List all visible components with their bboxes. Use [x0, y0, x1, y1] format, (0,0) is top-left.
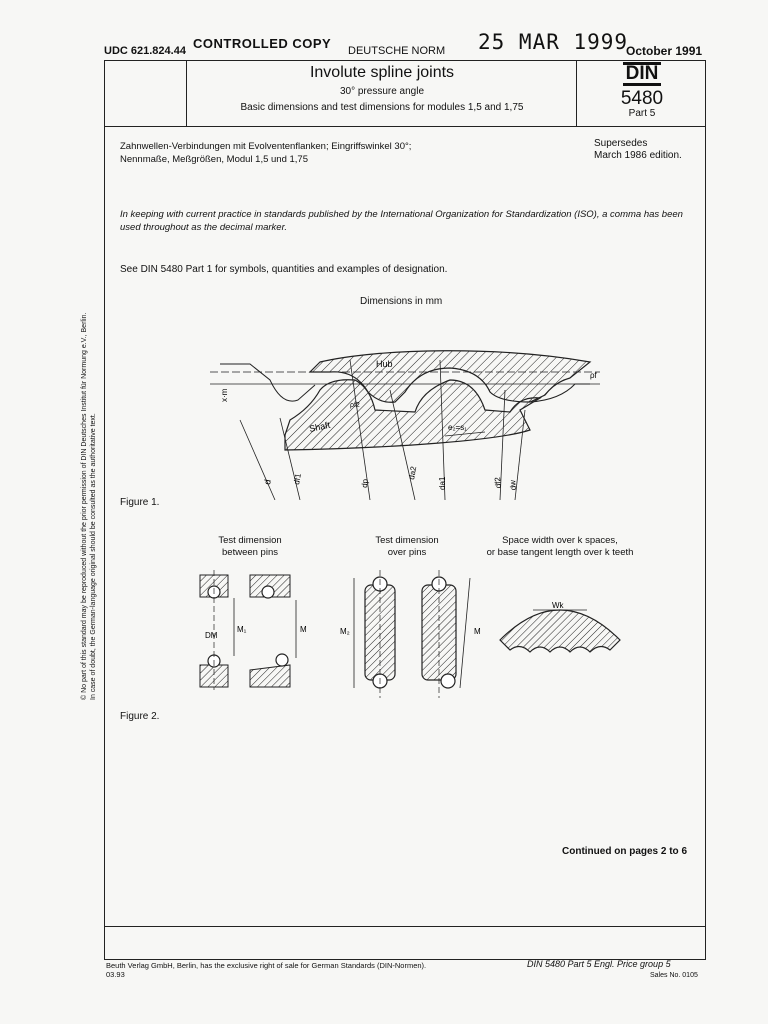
figure1-caption: Figure 1.	[120, 497, 160, 508]
cap3-line2: or base tangent length over k teeth	[486, 547, 634, 558]
d-label: d	[262, 478, 273, 486]
supersedes-note	[594, 138, 682, 162]
udc-number: UDC 621.824.44	[104, 45, 186, 57]
document-title: Involute spline joints	[309, 64, 455, 81]
hub-label: Hub	[376, 359, 393, 369]
rho2-label: ρf2	[350, 402, 360, 409]
dp-label: dp	[360, 478, 370, 489]
cap3-line1: Space width over k spaces,	[502, 535, 618, 546]
decimal-marker-note: In keeping with current practice in standards published by the International Organization for Standardization (ISO), a comma has been used throughout as the decimal marker.	[120, 209, 683, 233]
publisher-footer	[106, 961, 426, 979]
issue-date: October 1991	[626, 44, 703, 58]
da2-label: da2	[407, 465, 419, 481]
supersedes-line2: March 1986 edition.	[594, 150, 682, 161]
din-part: Part 5	[628, 108, 656, 119]
dm-label: DM	[205, 631, 218, 640]
document-subtitle-2: Basic dimensions and test dimensions for modules 1,5 and 1,75	[240, 102, 524, 113]
m-label-right: M	[474, 627, 481, 636]
din-number: 5480	[620, 88, 664, 109]
figure2-caption: Figure 2.	[120, 711, 160, 722]
m1-label: M₁	[237, 625, 247, 634]
figure2-caption-space-width	[470, 535, 650, 559]
figure2-caption-between-pins	[210, 535, 290, 559]
cap2-line2: over pins	[387, 547, 427, 558]
m-label-left: M	[300, 625, 307, 634]
m2-label: M₂	[340, 627, 350, 636]
title-divider-left	[186, 60, 187, 126]
e2s1-label: e₂=s₁	[448, 423, 467, 432]
german-title-line2: Nennmaße, Meßgrößen, Modul 1,5 und 1,75	[120, 154, 308, 165]
figure2-caption-over-pins	[365, 535, 449, 559]
cap2-line1: Test dimension	[375, 535, 439, 546]
publisher-line1: Beuth Verlag GmbH, Berlin, has the exclusive right of sale for German Standards (DIN-Normen).	[106, 961, 427, 970]
din-logo: DIN	[623, 62, 662, 86]
continued-note: Continued on pages 2 to 6	[562, 846, 688, 857]
wk-label: Wk	[552, 601, 564, 610]
footer-divider	[104, 926, 706, 927]
din-block	[578, 62, 706, 119]
page-frame	[104, 60, 706, 960]
cap1-line2: between pins	[222, 547, 278, 558]
header-divider	[104, 126, 706, 127]
copyright-line2: In case of doubt, the German-language original should be consulted as the authoritative text.	[90, 413, 97, 700]
publisher-line2: 03.93	[106, 970, 125, 979]
received-date-stamp: 25 MAR 1999	[478, 30, 629, 54]
supersedes-line1: Supersedes	[594, 138, 648, 149]
sales-number: Sales No. 0105	[650, 972, 698, 979]
document-subtitle: 30° pressure angle	[339, 86, 425, 97]
df2-label: df2	[493, 476, 503, 489]
shaft-label: Shaft	[308, 419, 331, 434]
see-reference: See DIN 5480 Part 1 for symbols, quantities and examples of designation.	[120, 264, 448, 275]
da1-label: da1	[438, 476, 447, 490]
xm-label: x·m	[220, 388, 229, 402]
copyright-sidebar	[80, 300, 98, 700]
doc-reference: DIN 5480 Part 5 Engl. Price group 5	[527, 959, 671, 969]
dimensions-label: Dimensions in mm	[360, 296, 443, 307]
controlled-copy-stamp: CONTROLLED COPY	[193, 36, 332, 51]
title-divider-right	[576, 60, 577, 126]
figure1-drawing	[200, 340, 610, 500]
german-title-line1: Zahnwellen-Verbindungen mit Evolventenflanken; Eingriffswinkel 30°;	[120, 141, 412, 152]
dw-label: dw	[508, 479, 518, 491]
german-title	[120, 140, 411, 166]
deutsche-norm-label: DEUTSCHE NORM	[348, 45, 446, 57]
rho-label: ρf	[590, 371, 597, 380]
copyright-line1: © No part of this standard may be reproduced without the prior permission of DIN Deutsches Institut für Normung e.V., Berlin.	[81, 312, 88, 700]
cap1-line1: Test dimension	[218, 535, 282, 546]
figure2-drawing	[190, 570, 650, 700]
title-block	[188, 64, 576, 113]
df1-label: df1	[292, 472, 303, 486]
